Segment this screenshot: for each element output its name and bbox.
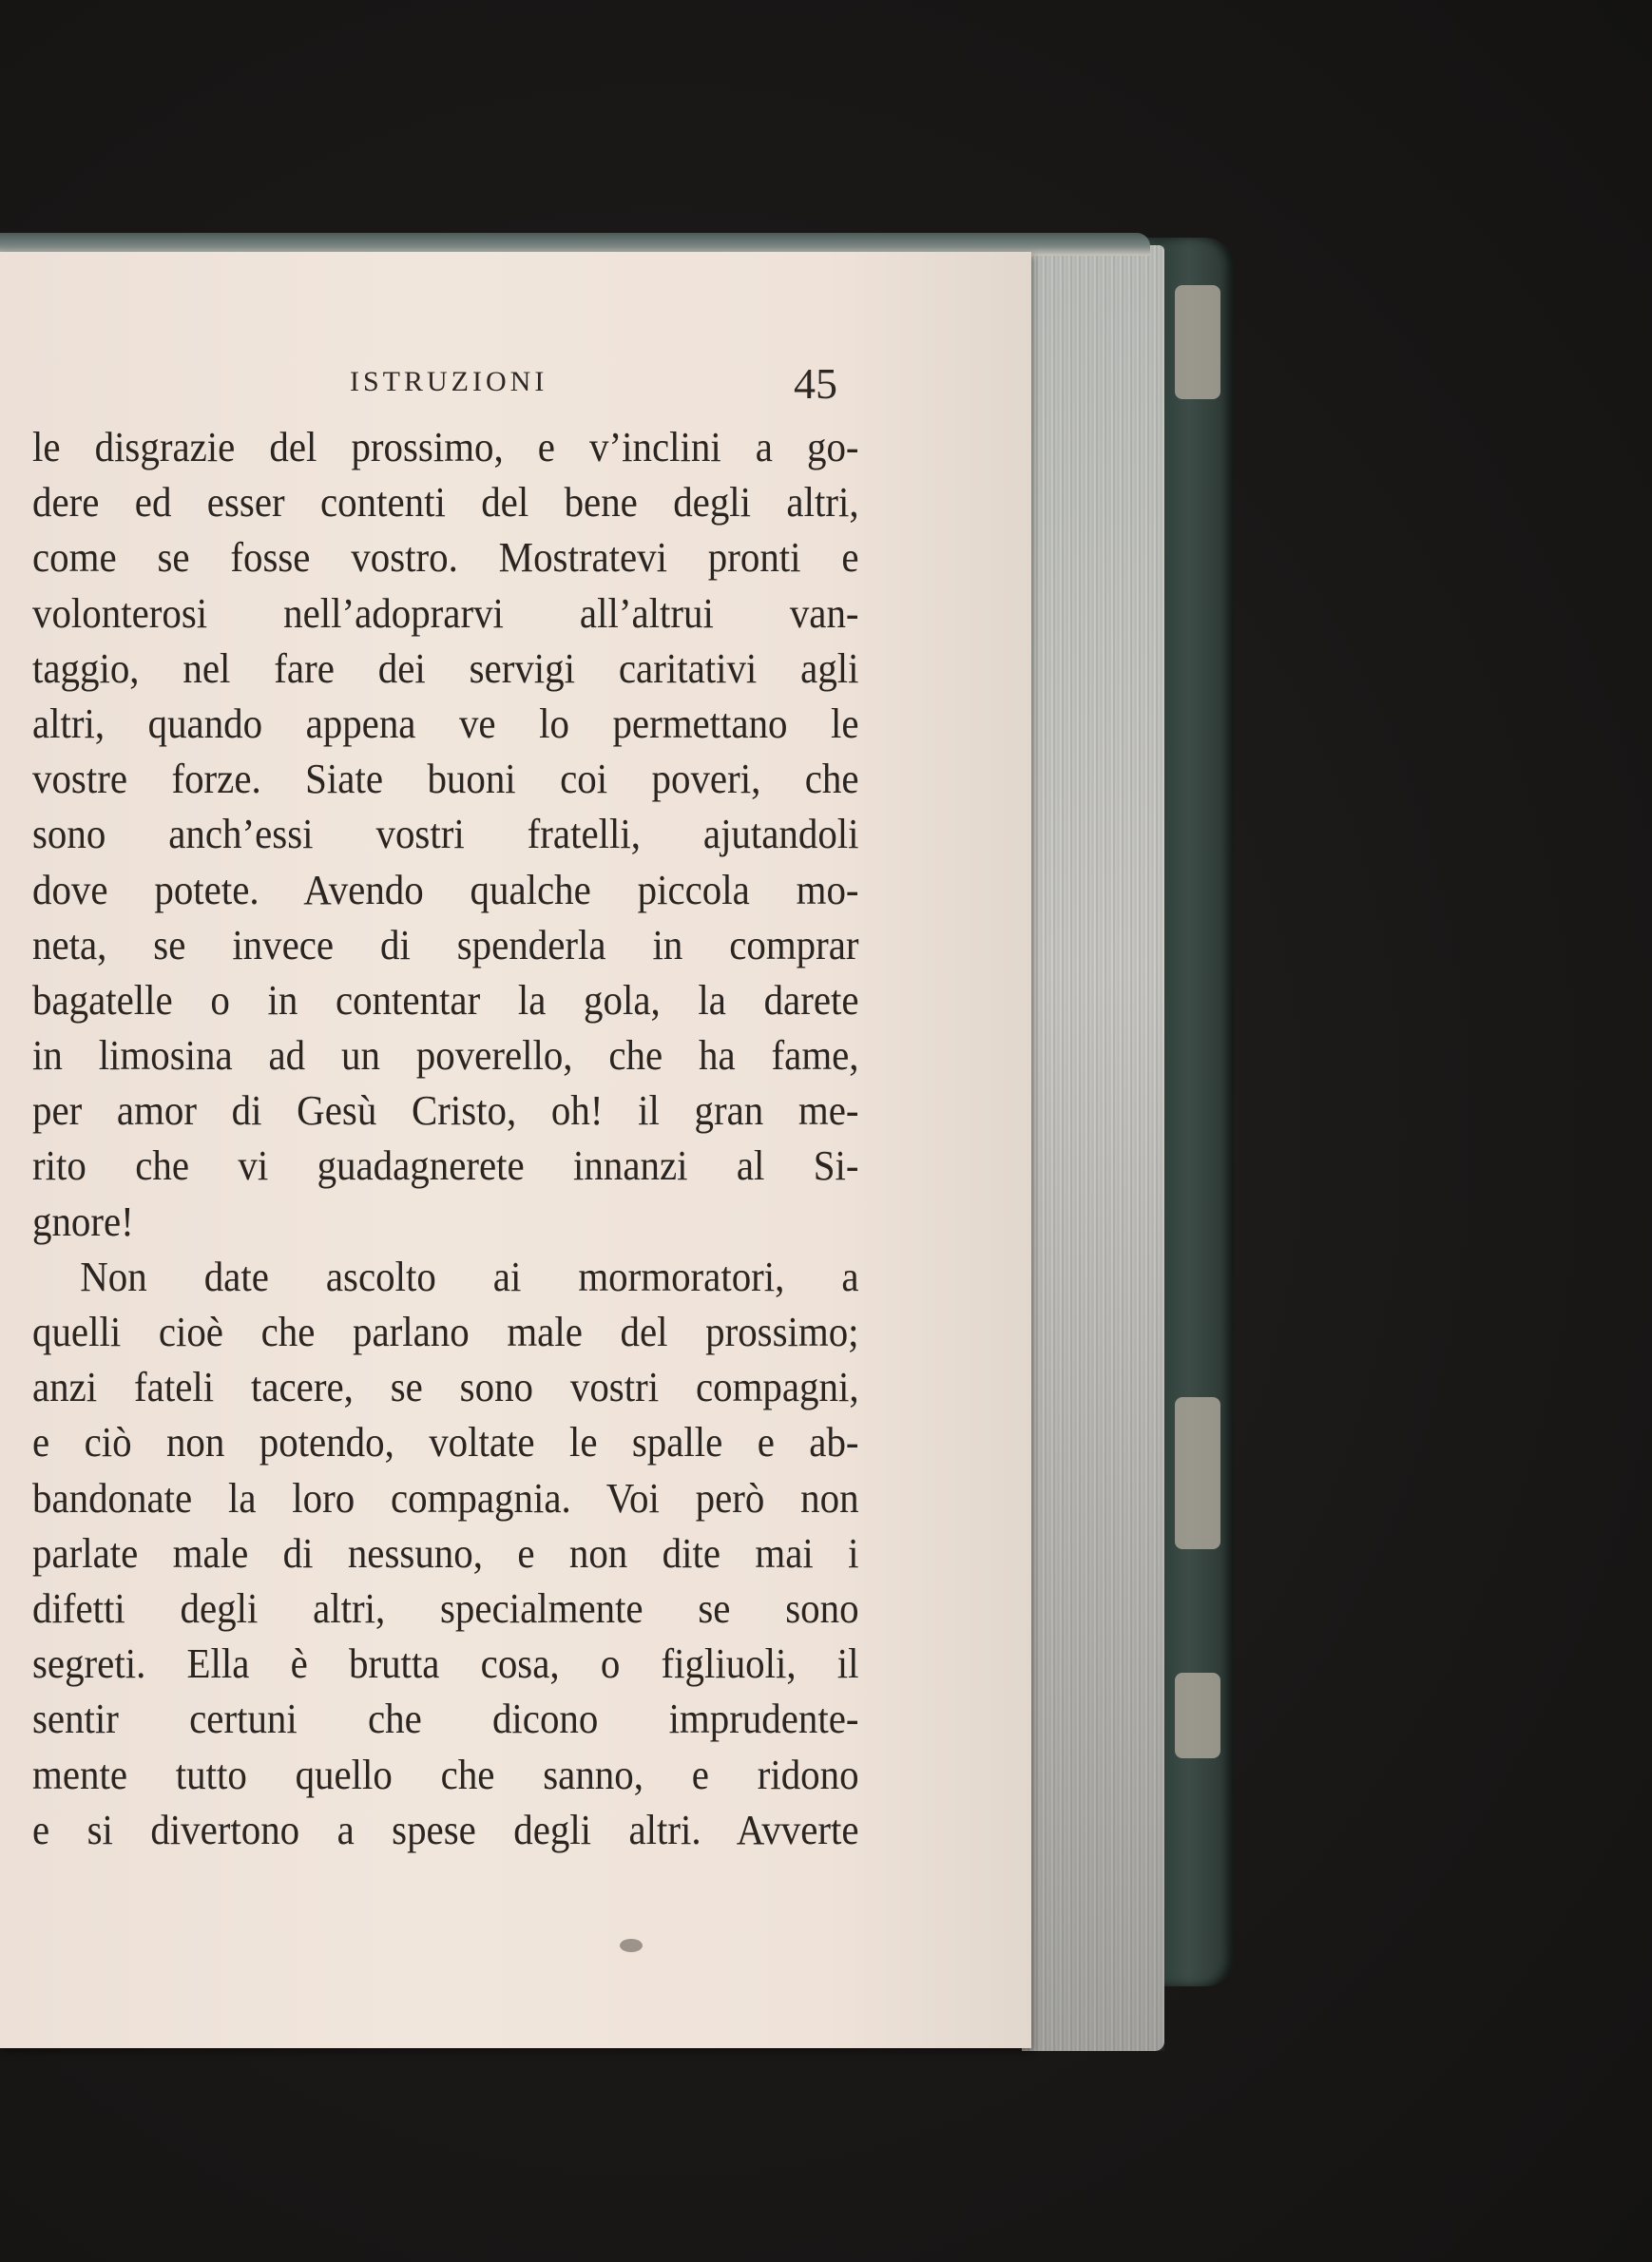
text-line: parlate male di nessuno, e non dite mai i bbox=[32, 1529, 859, 1577]
text-line: bandonate la loro compagnia. Voi però non bbox=[32, 1474, 859, 1522]
running-title: ISTRUZIONI bbox=[350, 366, 548, 397]
text-line: come se fosse vostro. Mostratevi pronti e bbox=[32, 534, 859, 582]
text-line: rito che vi guadagnerete innanzi al Si- bbox=[32, 1142, 859, 1190]
text-line: difetti degli altri, specialmente se sono bbox=[32, 1584, 859, 1632]
text-line: vostre forze. Siate buoni coi poveri, che bbox=[32, 756, 859, 803]
body-text bbox=[32, 420, 859, 1858]
running-head bbox=[0, 359, 1031, 413]
page-number: 45 bbox=[794, 359, 837, 408]
text-line: anzi fateli tacere, se sono vostri compagni, bbox=[32, 1364, 859, 1411]
text-line: segreti. Ella è brutta cosa, o figliuoli, il bbox=[32, 1640, 859, 1688]
text-line: mente tutto quello che sanno, e ridono bbox=[32, 1751, 859, 1798]
cover-wear-mark bbox=[1175, 285, 1220, 399]
text-line: Non date ascolto ai mormoratori, a bbox=[80, 1253, 859, 1300]
text-line: dere ed esser contenti del bene degli altri, bbox=[32, 479, 859, 527]
text-line: gnore! bbox=[32, 1198, 134, 1245]
text-line: neta, se invece di spenderla in comprar bbox=[32, 921, 859, 968]
text-line: taggio, nel fare dei servigi caritativi agli bbox=[32, 644, 859, 692]
cover-wear-mark bbox=[1175, 1397, 1220, 1549]
text-line: dove potete. Avendo qualche piccola mo- bbox=[32, 866, 859, 913]
text-line: sentir certuni che dicono imprudente- bbox=[32, 1696, 859, 1743]
paper-blemish bbox=[620, 1939, 643, 1952]
cover-wear-mark bbox=[1175, 1673, 1220, 1758]
text-line: in limosina ad un poverello, che ha fame, bbox=[32, 1032, 859, 1080]
page-fore-edge bbox=[1022, 245, 1164, 2051]
text-line: bagatelle o in contentar la gola, la darete bbox=[32, 976, 859, 1024]
text-line: per amor di Gesù Cristo, oh! il gran me- bbox=[32, 1087, 859, 1135]
text-line: le disgrazie del prossimo, e v’inclini a go- bbox=[32, 424, 859, 470]
text-line: sono anch’essi vostri fratelli, ajutandoli bbox=[32, 811, 859, 858]
text-line: quelli cioè che parlano male del prossimo; bbox=[32, 1309, 859, 1355]
text-line: volonterosi nell’adoprarvi all’altrui van- bbox=[32, 589, 859, 637]
text-line: e si divertono a spese degli altri. Avverte bbox=[32, 1806, 859, 1853]
text-line: e ciò non potendo, voltate le spalle e ab- bbox=[32, 1419, 859, 1466]
text-line: altri, quando appena ve lo permettano le bbox=[32, 700, 859, 747]
